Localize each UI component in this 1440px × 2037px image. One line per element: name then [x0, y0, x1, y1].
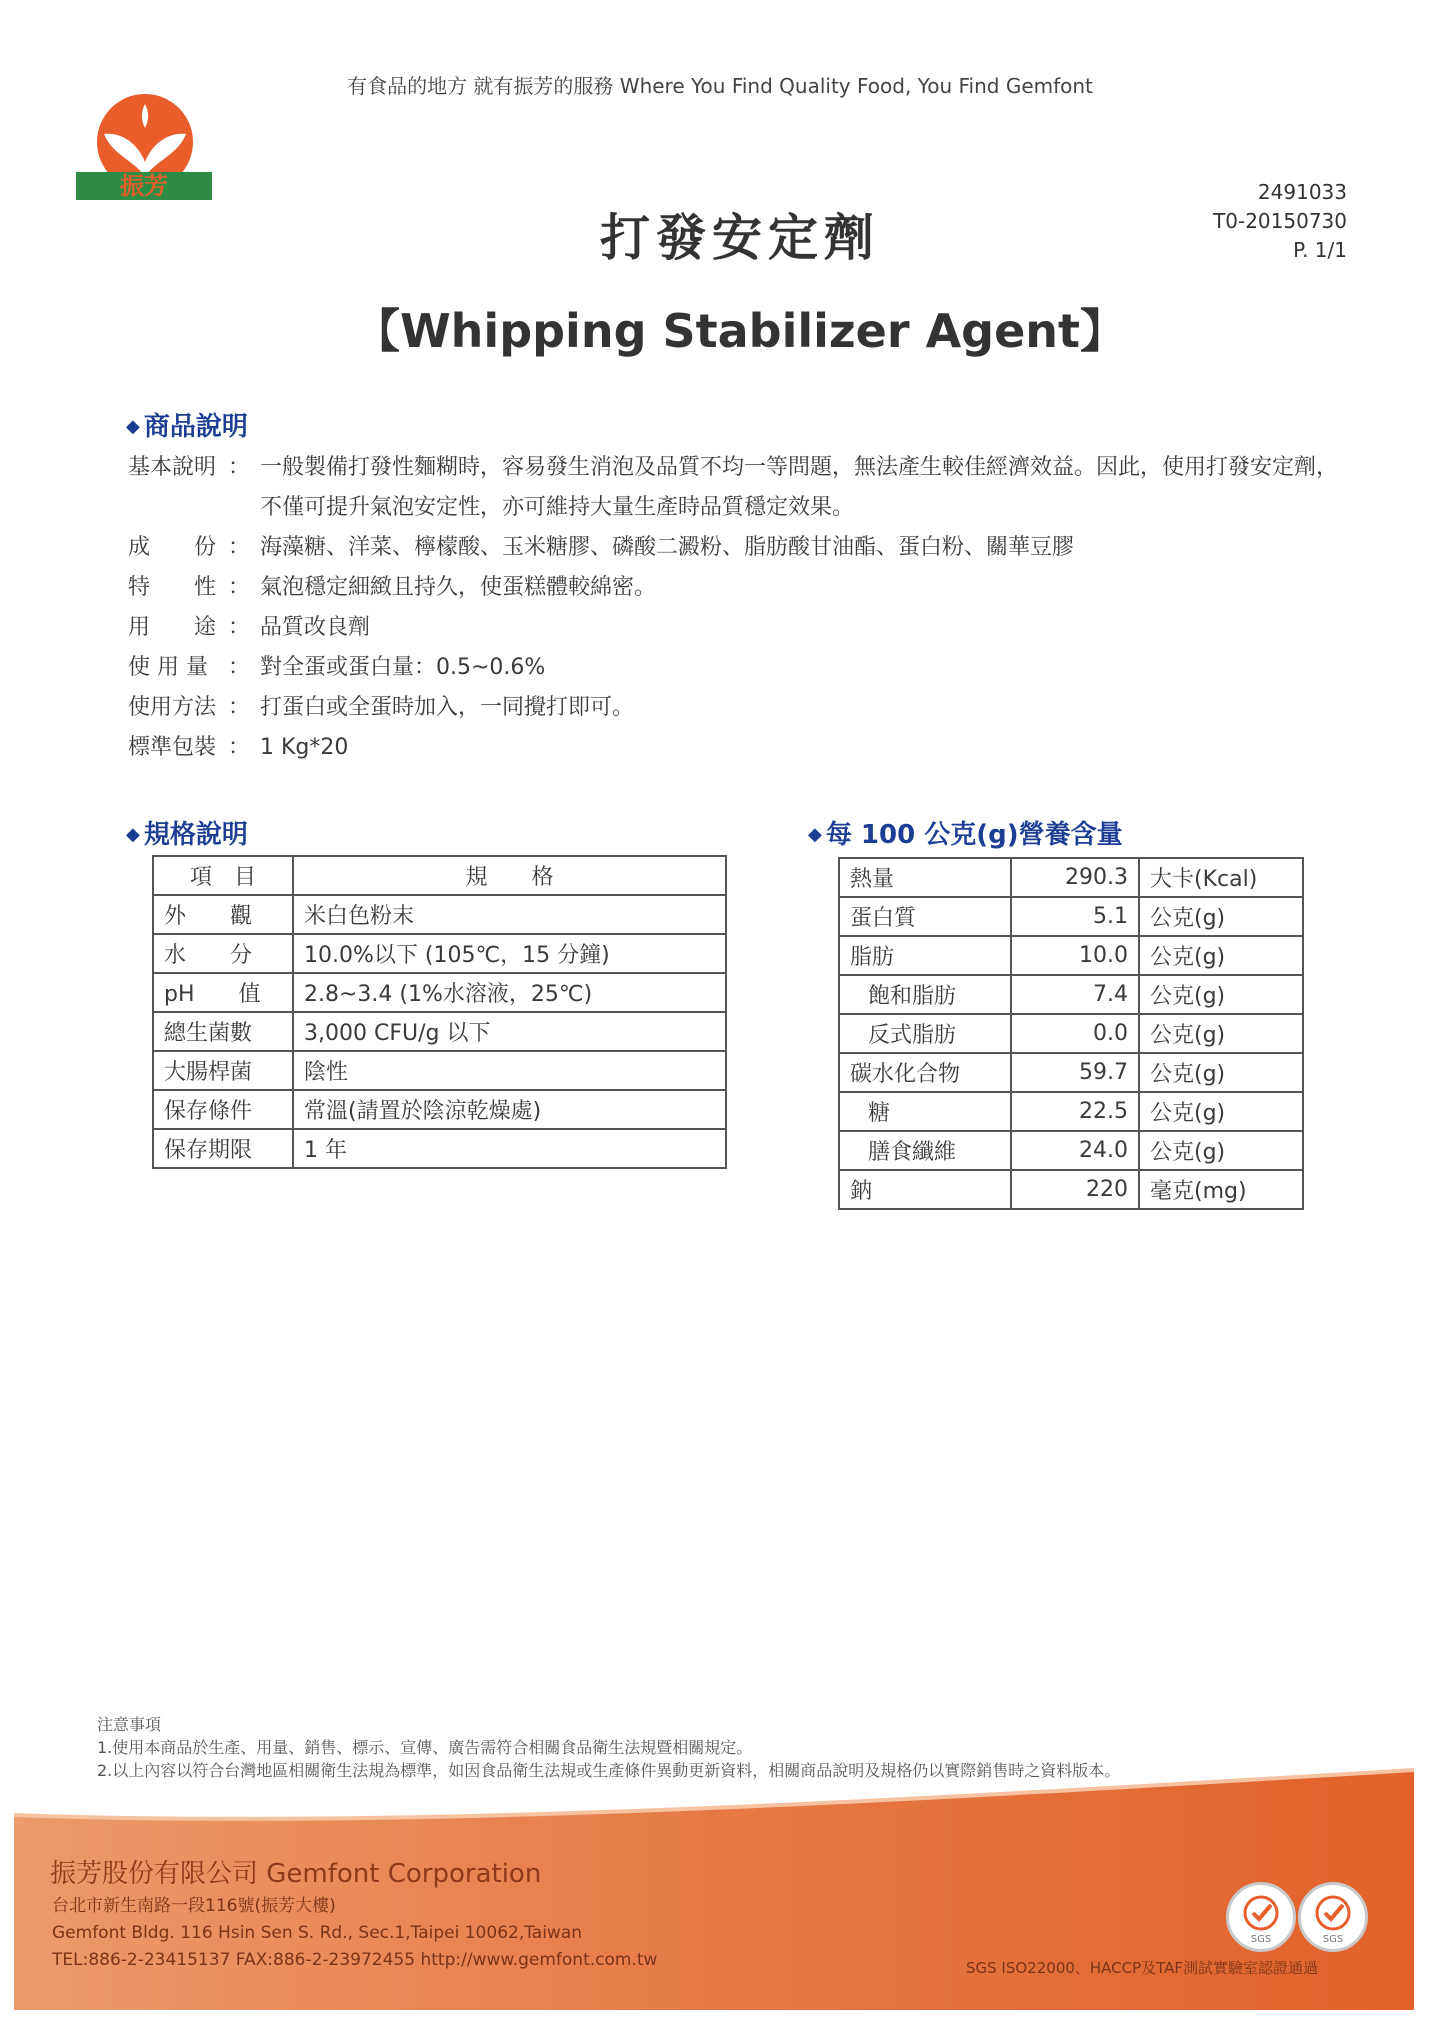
- table-row: [839, 975, 1303, 1014]
- table-row: [153, 1090, 726, 1129]
- desc-value: 一般製備打發性麵糊時，容易發生消泡及品質不均一等問題，無法產生較佳經濟效益。因此，使用打發安定劑，不僅可提升氣泡安定性，亦可維持大量生產時品質穩定效果。: [260, 455, 1339, 520]
- nutrient-unit: 公克(g): [1139, 936, 1303, 975]
- spec-item: pH 值: [153, 973, 293, 1012]
- desc-row: [128, 608, 1348, 648]
- nutrient-unit: 公克(g): [1139, 1053, 1303, 1092]
- spec-item: 外 觀: [153, 895, 293, 934]
- table-row: [153, 895, 726, 934]
- nutrient-name: 糖: [839, 1092, 1011, 1131]
- colon: ：: [228, 615, 251, 640]
- desc-label: 使 用 量: [128, 655, 208, 680]
- sgs-badge-icon: [1226, 1882, 1296, 1952]
- spec-value: 3,000 CFU/g 以下: [293, 1012, 726, 1051]
- certification-text: SGS ISO22000、HACCP及TAF測試實驗室認證通過: [966, 1959, 1319, 1977]
- company-name: 振芳股份有限公司 Gemfont Corporation: [50, 1859, 542, 1889]
- contact-info: TEL:886-2-23415137 FAX:886-2-23972455 http://www.gemfont.com.tw: [52, 1950, 658, 1970]
- sgs-badge-icon: [1298, 1882, 1368, 1952]
- table-row: [153, 1051, 726, 1090]
- spec-value: 陰性: [293, 1051, 726, 1090]
- desc-row: [128, 568, 1348, 608]
- desc-row: [128, 688, 1348, 728]
- table-row: [839, 1014, 1303, 1053]
- desc-value: 打蛋白或全蛋時加入，一同攪打即可。: [260, 695, 635, 720]
- nutrient-name: 脂肪: [839, 936, 1011, 975]
- nutrient-value: 5.1: [1011, 897, 1139, 936]
- spec-value: 10.0%以下 (105℃，15 分鐘): [293, 934, 726, 973]
- desc-value: 1 Kg*20: [260, 735, 349, 760]
- nutrient-unit: 公克(g): [1139, 897, 1303, 936]
- page-number: P. 1/1: [1293, 238, 1347, 262]
- desc-value: 海藻糖、洋菜、檸檬酸、玉米糖膠、磷酸二澱粉、脂肪酸甘油酯、蛋白粉、關華豆膠: [260, 535, 1075, 560]
- table-row: [839, 897, 1303, 936]
- heading-text: 商品說明: [143, 412, 248, 442]
- table-row: [839, 858, 1303, 897]
- table-row: [153, 1012, 726, 1051]
- desc-label: 使用方法: [128, 695, 217, 720]
- nutrient-value: 7.4: [1011, 975, 1139, 1014]
- table-row: [839, 1053, 1303, 1092]
- colon: ：: [228, 695, 251, 720]
- nutrient-name: 反式脂肪: [839, 1014, 1011, 1053]
- nutrient-value: 24.0: [1011, 1131, 1139, 1170]
- table-row: [839, 1092, 1303, 1131]
- badge-label: SGS: [1250, 1934, 1272, 1945]
- nutrient-name: 碳水化合物: [839, 1053, 1011, 1092]
- title-chinese: 打發安定劑: [600, 209, 880, 267]
- nutrition-table: [838, 857, 1304, 1210]
- nutrient-unit: 公克(g): [1139, 1131, 1303, 1170]
- spec-value: 常溫(請置於陰涼乾燥處): [293, 1090, 726, 1129]
- header-item: 項 目: [153, 856, 293, 895]
- logo-text: 振芳: [120, 172, 168, 200]
- note-item: 2.以上內容以符合台灣地區相關衛生法規為標準，如因食品衛生法規或生產條件異動更新資料，相關商品說明及規格仍以實際銷售時之資料版本。: [97, 1761, 1121, 1780]
- nutrition-heading: [808, 814, 1123, 851]
- spec-value: 1 年: [293, 1129, 726, 1168]
- badge-label: SGS: [1322, 1934, 1344, 1945]
- doc-version: T0-20150730: [1213, 209, 1347, 233]
- spec-item: 總生菌數: [153, 1012, 293, 1051]
- desc-label: 用 途: [128, 615, 217, 640]
- nutrient-value: 22.5: [1011, 1092, 1139, 1131]
- spec-value: 2.8~3.4 (1%水溶液，25℃): [293, 973, 726, 1012]
- header-spec: 規 格: [293, 856, 726, 895]
- nutrient-value: 0.0: [1011, 1014, 1139, 1053]
- colon: ：: [228, 735, 251, 760]
- table-row: [839, 936, 1303, 975]
- specification-heading: [126, 814, 248, 851]
- product-description: [128, 448, 1348, 768]
- nutrient-name: 膳食纖維: [839, 1131, 1011, 1170]
- nutrient-value: 220: [1011, 1170, 1139, 1209]
- nutrient-name: 飽和脂肪: [839, 975, 1011, 1014]
- nutrient-name: 熱量: [839, 858, 1011, 897]
- colon: ：: [228, 455, 251, 480]
- desc-row: [128, 648, 1348, 688]
- note-item: 1.使用本商品於生產、用量、銷售、標示、宣傳、廣告需符合相關食品衛生法規暨相關規定。: [97, 1738, 753, 1757]
- spec-item: 大腸桿菌: [153, 1051, 293, 1090]
- nutrient-unit: 毫克(mg): [1139, 1170, 1303, 1209]
- colon: ：: [228, 575, 251, 600]
- notes-title: 注意事項: [97, 1715, 162, 1734]
- nutrient-unit: 公克(g): [1139, 975, 1303, 1014]
- diamond-bullet-icon: ◆: [126, 824, 140, 845]
- table-row: [153, 973, 726, 1012]
- spec-item: 水 分: [153, 934, 293, 973]
- specification-table: [152, 855, 727, 1169]
- table-row: [153, 1129, 726, 1168]
- spec-item: 保存期限: [153, 1129, 293, 1168]
- table-row: [839, 1170, 1303, 1209]
- product-description-heading: [126, 406, 248, 443]
- tagline: 有食品的地方 就有振芳的服務 Where You Find Quality Food, You Find Gemfont: [347, 74, 1093, 98]
- colon: ：: [228, 535, 251, 560]
- desc-value: 氣泡穩定細緻且持久，使蛋糕體較綿密。: [260, 575, 657, 600]
- nutrient-unit: 公克(g): [1139, 1092, 1303, 1131]
- nutrient-value: 59.7: [1011, 1053, 1139, 1092]
- heading-text: 規格說明: [143, 820, 248, 850]
- colon: ：: [228, 655, 251, 680]
- spec-value: 米白色粉末: [293, 895, 726, 934]
- title-english: 【Whipping Stabilizer Agent】: [353, 304, 1127, 358]
- nutrient-name: 蛋白質: [839, 897, 1011, 936]
- company-address: [52, 1893, 657, 1974]
- diamond-bullet-icon: ◆: [126, 416, 140, 437]
- nutrient-value: 10.0: [1011, 936, 1139, 975]
- diamond-bullet-icon: ◆: [808, 824, 822, 845]
- nutrient-unit: 大卡(Kcal): [1139, 858, 1303, 897]
- doc-code: 2491033: [1257, 180, 1347, 204]
- table-row: [839, 1131, 1303, 1170]
- nutrient-unit: 公克(g): [1139, 1014, 1303, 1053]
- spec-item: 保存條件: [153, 1090, 293, 1129]
- address-english: Gemfont Bldg. 116 Hsin Sen S. Rd., Sec.1,Taipei 10062,Taiwan: [52, 1923, 583, 1943]
- nutrient-value: 290.3: [1011, 858, 1139, 897]
- desc-row: [128, 448, 1348, 528]
- heading-text: 每 100 公克(g)營養含量: [825, 820, 1123, 850]
- desc-value: 品質改良劑: [260, 615, 371, 640]
- desc-label: 成 份: [128, 535, 217, 560]
- table-header-row: [153, 856, 726, 895]
- address-chinese: 台北市新生南路一段116號(振芳大樓): [52, 1896, 336, 1916]
- desc-value: 對全蛋或蛋白量：0.5~0.6%: [260, 655, 546, 680]
- table-row: [153, 934, 726, 973]
- desc-row: [128, 528, 1348, 568]
- desc-label: 標準包裝: [128, 735, 217, 760]
- nutrient-name: 鈉: [839, 1170, 1011, 1209]
- desc-label: 特 性: [128, 575, 217, 600]
- desc-row: [128, 728, 1348, 768]
- desc-label: 基本說明: [128, 455, 217, 480]
